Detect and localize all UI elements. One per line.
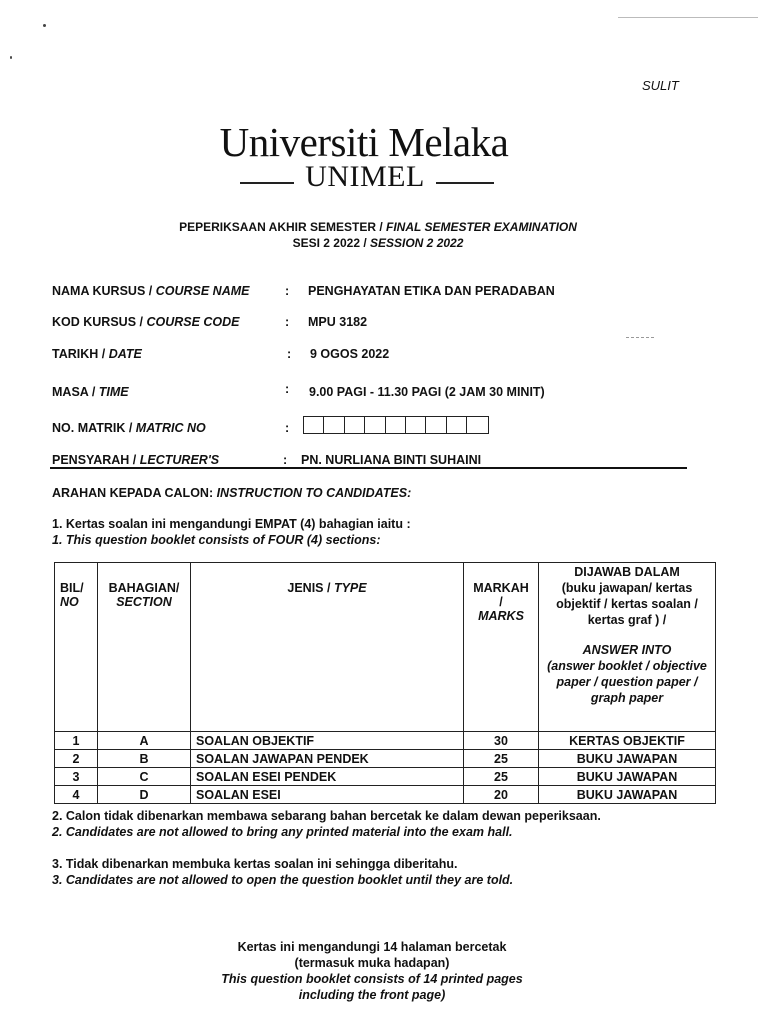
cell-section: B — [98, 750, 191, 768]
header-bil: BIL/ NO — [55, 563, 98, 732]
time-value: 9.00 PAGI - 11.30 PAGI (2 JAM 30 MINIT) — [309, 385, 545, 399]
cell-no: 4 — [55, 786, 98, 804]
exam-session-ms: SESI 2 2022 / — [292, 236, 370, 250]
header-answer: DIJAWAB DALAM (buku jawapan/ kertas objektif / kertas soalan / kertas graf ) / ANSWER INTO (answer booklet / objective paper / question paper / graph paper — [539, 563, 716, 732]
footer-line-3: This question booklet consists of 14 printed pages — [221, 972, 523, 986]
sections-table — [54, 562, 716, 804]
instruction-3-en: 3. Candidates are not allowed to open the question booklet until they are told. — [52, 873, 514, 887]
colon: : — [287, 347, 292, 361]
colon: : — [285, 315, 290, 329]
exam-session — [0, 236, 756, 250]
date-value: 9 OGOS 2022 — [310, 347, 390, 361]
table-row — [55, 786, 716, 804]
instruction-2-en: 2. Candidates are not allowed to bring any printed material into the exam hall. — [52, 825, 513, 839]
page-count-footer — [0, 939, 744, 1003]
table-header-row — [55, 563, 716, 732]
table-row — [55, 768, 716, 786]
instruction-2-ms: 2. Calon tidak dibenarkan membawa sebarang bahan bercetak ke dalam dewan peperiksaan. — [52, 809, 601, 823]
cell-answer: BUKU JAWAPAN — [539, 786, 716, 804]
matric-digit-box[interactable] — [467, 417, 487, 433]
lecturer-value: PN. NURLIANA BINTI SUHAINI — [301, 453, 482, 467]
course-name-label: NAMA KURSUS / COURSE NAME — [52, 284, 250, 298]
matric-digit-box[interactable] — [406, 417, 426, 433]
cell-no: 2 — [55, 750, 98, 768]
footer-line-4: including the front page) — [298, 988, 446, 1002]
instruction-1-en: 1. This question booklet consists of FOUR (4) sections: — [52, 533, 381, 547]
matric-digit-box[interactable] — [386, 417, 406, 433]
matric-digit-box[interactable] — [426, 417, 446, 433]
course-code-label: KOD KURSUS / COURSE CODE — [52, 315, 240, 329]
matric-digit-box[interactable] — [447, 417, 467, 433]
cell-no: 3 — [55, 768, 98, 786]
logo-rule-right — [436, 182, 494, 184]
exam-session-en: SESSION 2 2022 — [370, 236, 464, 250]
cell-answer: BUKU JAWAPAN — [539, 768, 716, 786]
cell-type: SOALAN ESEI — [191, 786, 464, 804]
header-marks: MARKAH / MARKS — [464, 563, 539, 732]
colon: : — [283, 453, 288, 467]
cell-type: SOALAN OBJEKTIF — [191, 732, 464, 750]
scan-line — [618, 17, 758, 18]
table-row — [55, 750, 716, 768]
cell-answer: KERTAS OBJEKTIF — [539, 732, 716, 750]
instruction-1-ms: 1. Kertas soalan ini mengandungi EMPAT (4) bahagian iaitu : — [52, 517, 411, 531]
university-logo-title: Universiti Melaka — [219, 119, 509, 165]
matric-no-boxes[interactable] — [303, 416, 489, 434]
classification-label: SULIT — [642, 78, 679, 93]
cell-section: A — [98, 732, 191, 750]
lecturer-label: PENSYARAH / LECTURER'S — [52, 453, 220, 467]
time-label: MASA / TIME — [52, 385, 129, 399]
scan-mark — [626, 337, 654, 339]
matric-digit-box[interactable] — [304, 417, 324, 433]
header-divider — [50, 467, 687, 469]
cell-section: C — [98, 768, 191, 786]
instruction-3-ms: 3. Tidak dibenarkan membuka kertas soalan ini sehingga diberitahu. — [52, 857, 458, 871]
university-logo-abbrev: UNIMEL — [305, 160, 425, 193]
cell-type: SOALAN ESEI PENDEK — [191, 768, 464, 786]
course-name-value: PENGHAYATAN ETIKA DAN PERADABAN — [308, 284, 555, 298]
exam-title-ms: PEPERIKSAAN AKHIR SEMESTER / — [179, 220, 386, 234]
cell-type: SOALAN JAWAPAN PENDEK — [191, 750, 464, 768]
scan-speck — [10, 56, 12, 59]
instructions-title: ARAHAN KEPADA CALON: INSTRUCTION TO CANDIDATES: — [52, 486, 412, 500]
footer-line-1: Kertas ini mengandungi 14 halaman bercetak — [237, 940, 507, 954]
table-row — [55, 732, 716, 750]
cell-section: D — [98, 786, 191, 804]
date-label: TARIKH / DATE — [52, 347, 142, 361]
colon: : — [285, 284, 290, 298]
cell-marks: 20 — [464, 786, 539, 804]
exam-title-en: FINAL SEMESTER EXAMINATION — [386, 220, 577, 234]
colon: : — [285, 421, 290, 435]
matric-digit-box[interactable] — [345, 417, 365, 433]
cell-marks: 25 — [464, 750, 539, 768]
exam-title — [0, 220, 756, 234]
cell-marks: 30 — [464, 732, 539, 750]
matric-digit-box[interactable] — [365, 417, 385, 433]
footer-line-2: (termasuk muka hadapan) — [294, 956, 450, 970]
matric-digit-box[interactable] — [324, 417, 344, 433]
colon: : — [285, 382, 290, 396]
scan-speck — [43, 24, 46, 27]
cell-marks: 25 — [464, 768, 539, 786]
matric-no-label: NO. MATRIK / MATRIC NO — [52, 421, 206, 435]
cell-no: 1 — [55, 732, 98, 750]
header-type: JENIS / TYPE — [191, 563, 464, 732]
header-section: BAHAGIAN/ SECTION — [98, 563, 191, 732]
course-code-value: MPU 3182 — [308, 315, 368, 329]
cell-answer: BUKU JAWAPAN — [539, 750, 716, 768]
